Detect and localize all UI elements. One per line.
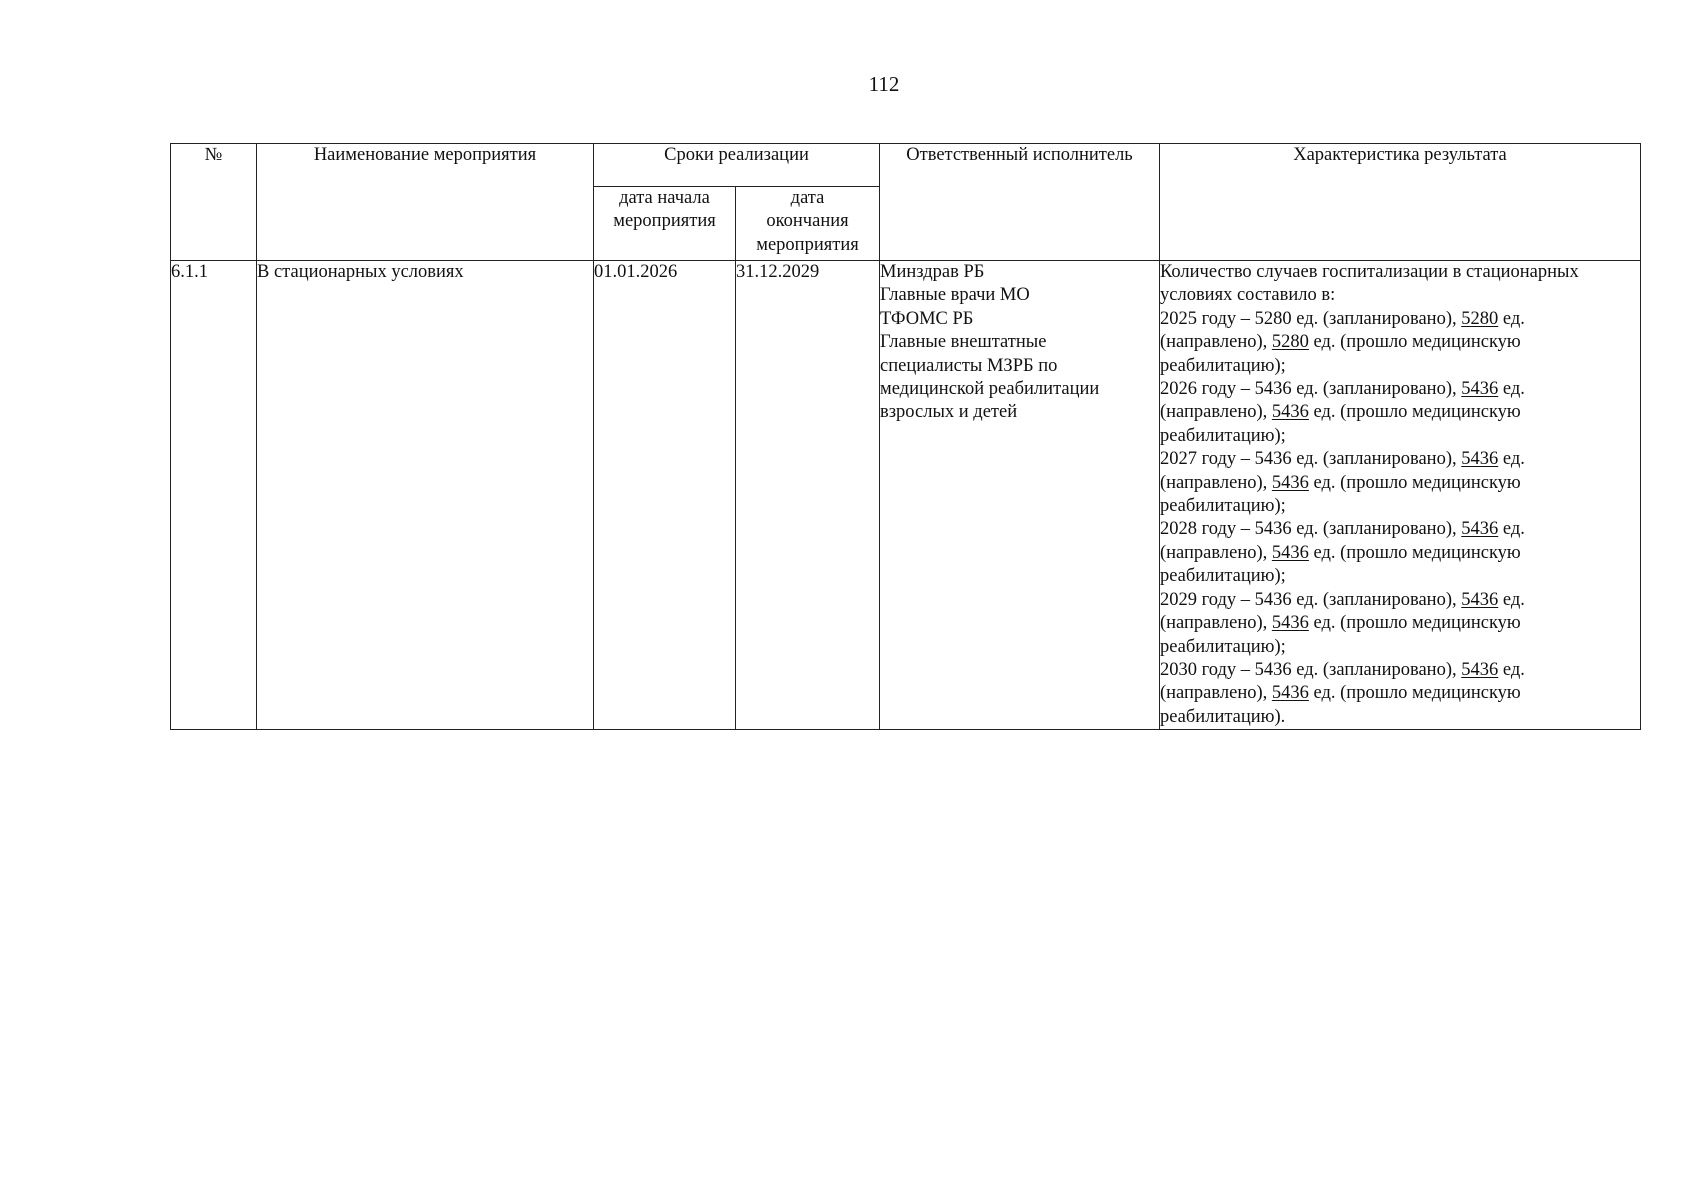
result-year-line <box>1160 659 1640 682</box>
result-sent-label: (направлено), <box>1160 472 1272 493</box>
result-year-line <box>1160 331 1640 354</box>
header-end-date <box>736 187 880 261</box>
header-implementation-period: Сроки реализации <box>594 144 880 187</box>
result-rehab-count: 5280 <box>1271 332 1309 353</box>
result-year-line <box>1160 612 1640 635</box>
result-rehab-label: ед. (прошло медицинскую <box>1308 613 1521 634</box>
result-unit: ед. <box>1498 449 1525 470</box>
result-year-line: реабилитацию); <box>1160 425 1286 446</box>
result-sent-label: (направлено), <box>1160 542 1272 563</box>
result-sent-label: (направлено), <box>1160 683 1272 704</box>
header-num: № <box>171 144 257 261</box>
result-unit: ед. <box>1498 379 1525 400</box>
result-year-line <box>1160 401 1640 424</box>
executor-line: медицинской реабилитации <box>880 379 1100 400</box>
result-year-entry <box>1160 448 1640 518</box>
header-responsible-executor: Ответственный исполнитель <box>880 144 1160 261</box>
header-start-date-line: дата начала <box>619 188 710 208</box>
result-planned-text: 2030 году – 5436 ед. (запланировано), <box>1160 659 1462 680</box>
result-planned-text: 2029 году – 5436 ед. (запланировано), <box>1160 589 1462 610</box>
table-header-row <box>171 144 1641 187</box>
result-sent-count: 5280 <box>1461 308 1499 329</box>
result-sent-count: 5436 <box>1461 449 1499 470</box>
header-end-date-line: дата <box>790 188 825 208</box>
cell-result-characteristic <box>1160 261 1641 730</box>
result-year-entry <box>1160 659 1640 729</box>
header-end-date-line: мероприятия <box>756 234 859 255</box>
result-rehab-count: 5436 <box>1271 683 1309 704</box>
executor-line: взрослых и детей <box>880 402 1018 423</box>
activities-table <box>170 143 1641 730</box>
result-rehab-count: 5436 <box>1271 472 1309 493</box>
result-year-entry <box>1160 308 1640 378</box>
result-year-entry <box>1160 589 1640 659</box>
result-year-line: реабилитацию); <box>1160 496 1286 517</box>
result-year-line <box>1160 448 1640 471</box>
result-year-line <box>1160 682 1640 705</box>
result-year-line: реабилитацию); <box>1160 566 1286 587</box>
cell-responsible-executor <box>880 261 1160 730</box>
result-year-line: реабилитацию); <box>1160 636 1286 657</box>
result-year-line: реабилитацию); <box>1160 355 1286 376</box>
header-end-date-line: окончания <box>766 211 849 232</box>
executor-line: ТФОМС РБ <box>880 308 974 329</box>
page-number: 112 <box>868 72 900 96</box>
executor-line: Минздрав РБ <box>880 262 985 282</box>
result-year-entry <box>1160 378 1640 448</box>
result-year-line <box>1160 472 1640 495</box>
cell-activity-name: В стационарных условиях <box>257 261 594 730</box>
result-year-line <box>1160 378 1640 401</box>
header-start-date-line: мероприятия <box>613 211 716 232</box>
cell-num: 6.1.1 <box>171 261 257 730</box>
result-unit: ед. <box>1498 589 1525 610</box>
result-year-line <box>1160 518 1640 541</box>
cell-end-date: 31.12.2029 <box>736 261 880 730</box>
result-sent-label: (направлено), <box>1160 613 1272 634</box>
result-planned-text: 2028 году – 5436 ед. (запланировано), <box>1160 519 1462 540</box>
result-rehab-label: ед. (прошло медицинскую <box>1308 683 1521 704</box>
header-activity-name: Наименование мероприятия <box>257 144 594 261</box>
result-year-line: реабилитацию). <box>1160 706 1286 727</box>
result-sent-label: (направлено), <box>1160 332 1272 353</box>
result-rehab-count: 5436 <box>1271 402 1309 423</box>
result-planned-text: 2026 году – 5436 ед. (запланировано), <box>1160 379 1462 400</box>
result-planned-text: 2027 году – 5436 ед. (запланировано), <box>1160 449 1462 470</box>
result-year-line <box>1160 308 1640 331</box>
result-years-list <box>1160 308 1640 729</box>
result-rehab-label: ед. (прошло медицинскую <box>1308 542 1521 563</box>
result-rehab-label: ед. (прошло медицинскую <box>1308 402 1521 423</box>
result-intro-line: Количество случаев госпитализации в стационарных <box>1160 262 1579 282</box>
result-intro-line: условиях составило в: <box>1160 285 1336 306</box>
executor-line: Главные врачи МО <box>880 285 1030 306</box>
result-rehab-count: 5436 <box>1271 542 1309 563</box>
result-rehab-count: 5436 <box>1271 613 1309 634</box>
result-unit: ед. <box>1498 519 1525 540</box>
result-sent-count: 5436 <box>1461 519 1499 540</box>
cell-start-date: 01.01.2026 <box>594 261 736 730</box>
result-year-line <box>1160 542 1640 565</box>
executor-line: специалисты МЗРБ по <box>880 355 1058 376</box>
result-planned-text: 2025 году – 5280 ед. (запланировано), <box>1160 308 1462 329</box>
result-unit: ед. <box>1498 308 1525 329</box>
result-year-entry <box>1160 518 1640 588</box>
result-sent-count: 5436 <box>1461 379 1499 400</box>
header-result-characteristic: Характеристика результата <box>1160 144 1641 261</box>
result-sent-count: 5436 <box>1461 589 1499 610</box>
header-start-date <box>594 187 736 261</box>
result-sent-label: (направлено), <box>1160 402 1272 423</box>
result-rehab-label: ед. (прошло медицинскую <box>1308 472 1521 493</box>
result-sent-count: 5436 <box>1461 659 1499 680</box>
result-rehab-label: ед. (прошло медицинскую <box>1308 332 1521 353</box>
executor-line: Главные внештатные <box>880 332 1047 353</box>
result-unit: ед. <box>1498 659 1525 680</box>
result-year-line <box>1160 589 1640 612</box>
table-row <box>171 261 1641 730</box>
